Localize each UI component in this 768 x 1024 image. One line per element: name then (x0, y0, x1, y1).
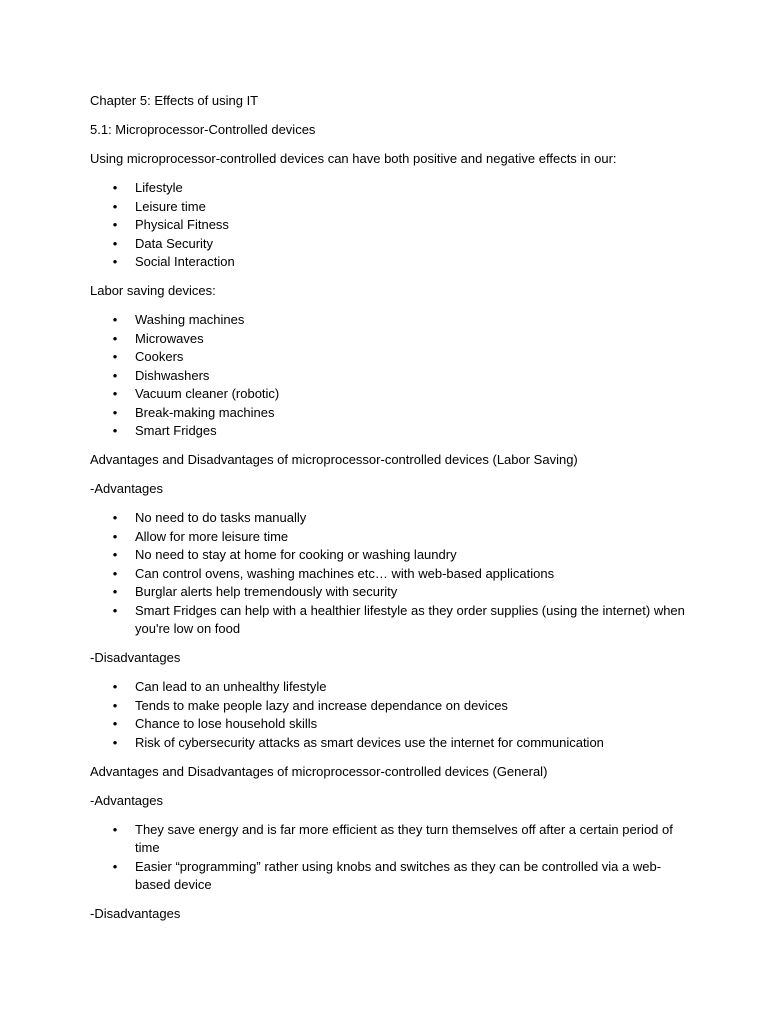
list-item (90, 509, 690, 528)
bullet-icon: • (112, 547, 118, 562)
list-item-text: Smart Fridges can help with a healthier lifestyle as they order supplies (using the internet) when you're low on food (135, 602, 685, 636)
bullet-icon: • (112, 367, 118, 383)
list-item-text: Microwaves (135, 330, 204, 346)
bullet-icon: • (112, 679, 118, 694)
general-advantages-label: -Advantages (90, 792, 163, 808)
bullet-icon: • (112, 235, 118, 251)
intro-paragraph: Using microprocessor-controlled devices can have both positive and negative effects in our: (90, 151, 617, 166)
list-item-text: Leisure time (135, 198, 206, 214)
bullet-icon: • (112, 404, 118, 420)
labor-adv-disadv-heading: Advantages and Disadvantages of microprocessor-controlled devices (Labor Saving) (90, 452, 578, 467)
list-item-text: No need to stay at home for cooking or washing laundry (135, 547, 457, 562)
general-adv-disadv-heading: Advantages and Disadvantages of microprocessor-controlled devices (General) (90, 763, 548, 779)
bullet-icon: • (112, 565, 118, 581)
bullet-icon: • (112, 423, 118, 438)
list-item-text: Burglar alerts help tremendously with security (135, 584, 398, 599)
list-item-text: Can lead to an unhealthy lifestyle (135, 679, 327, 694)
list-item (90, 330, 690, 349)
bullet-icon: • (112, 858, 118, 874)
list-item-text: They save energy and is far more efficient as they turn themselves off after a certain period of time (135, 821, 673, 855)
list-item (90, 858, 690, 895)
bullet-icon: • (112, 386, 118, 401)
bullet-icon: • (112, 584, 118, 599)
labor-advantages-label: -Advantages (90, 481, 163, 496)
list-item-text: Can control ovens, washing machines etc… with web-based applications (135, 565, 555, 581)
general-advantages-list (90, 821, 690, 895)
list-item-text: Allow for more leisure time (135, 528, 289, 544)
list-item (90, 565, 690, 584)
list-item (90, 546, 690, 565)
labor-advantages-list (90, 509, 690, 639)
list-item-text: Washing machines (135, 312, 245, 327)
list-item-text: Risk of cybersecurity attacks as smart devices use the internet for communication (135, 734, 604, 750)
list-item-text: Cookers (135, 349, 184, 364)
list-item (90, 348, 690, 367)
list-item-text: Dishwashers (135, 367, 210, 383)
general-disadvantages-label: -Disadvantages (90, 906, 181, 921)
list-item (90, 311, 690, 330)
list-item (90, 734, 690, 753)
list-item-text: Break-making machines (135, 404, 275, 420)
list-item (90, 253, 690, 272)
bullet-icon: • (112, 312, 118, 327)
list-item-text: Tends to make people lazy and increase dependance on devices (135, 697, 508, 713)
bullet-icon: • (112, 330, 118, 346)
list-item (90, 678, 690, 697)
labor-disadvantages-label: -Disadvantages (90, 650, 181, 665)
list-item (90, 198, 690, 217)
list-item-text: Social Interaction (135, 254, 235, 269)
list-item (90, 528, 690, 547)
labor-devices-heading: Labor saving devices: (90, 283, 216, 298)
list-item-text: Vacuum cleaner (robotic) (135, 386, 280, 401)
list-item (90, 602, 690, 639)
list-item-text: Smart Fridges (135, 423, 217, 438)
bullet-icon: • (112, 254, 118, 269)
labor-disadvantages-list (90, 678, 690, 752)
list-item (90, 715, 690, 734)
bullet-icon: • (112, 180, 118, 195)
list-item (90, 583, 690, 602)
list-item (90, 697, 690, 716)
list-item-text: Chance to lose household skills (135, 716, 318, 731)
list-item-text: No need to do tasks manually (135, 510, 307, 525)
bullet-icon: • (112, 734, 118, 750)
bullet-icon: • (112, 528, 118, 544)
document-body (90, 92, 690, 934)
list-item (90, 404, 690, 423)
bullet-icon: • (112, 510, 118, 525)
section-title: 5.1: Microprocessor-Controlled devices (90, 122, 316, 137)
list-item-text: Physical Fitness (135, 217, 229, 232)
list-item (90, 367, 690, 386)
list-item (90, 179, 690, 198)
list-item-text: Lifestyle (135, 180, 183, 195)
bullet-icon: • (112, 697, 118, 713)
bullet-icon: • (112, 821, 118, 837)
list-item (90, 821, 690, 858)
effects-list (90, 179, 690, 272)
bullet-icon: • (112, 217, 118, 232)
list-item-text: Data Security (135, 235, 214, 251)
list-item (90, 216, 690, 235)
bullet-icon: • (112, 716, 118, 731)
list-item (90, 235, 690, 254)
labor-devices-list (90, 311, 690, 441)
chapter-title: Chapter 5: Effects of using IT (90, 93, 259, 108)
bullet-icon: • (112, 198, 118, 214)
bullet-icon: • (112, 602, 118, 618)
list-item-text: Easier “programming” rather using knobs and switches as they can be controlled via a web-based device (135, 858, 662, 892)
list-item (90, 385, 690, 404)
bullet-icon: • (112, 349, 118, 364)
list-item (90, 422, 690, 441)
